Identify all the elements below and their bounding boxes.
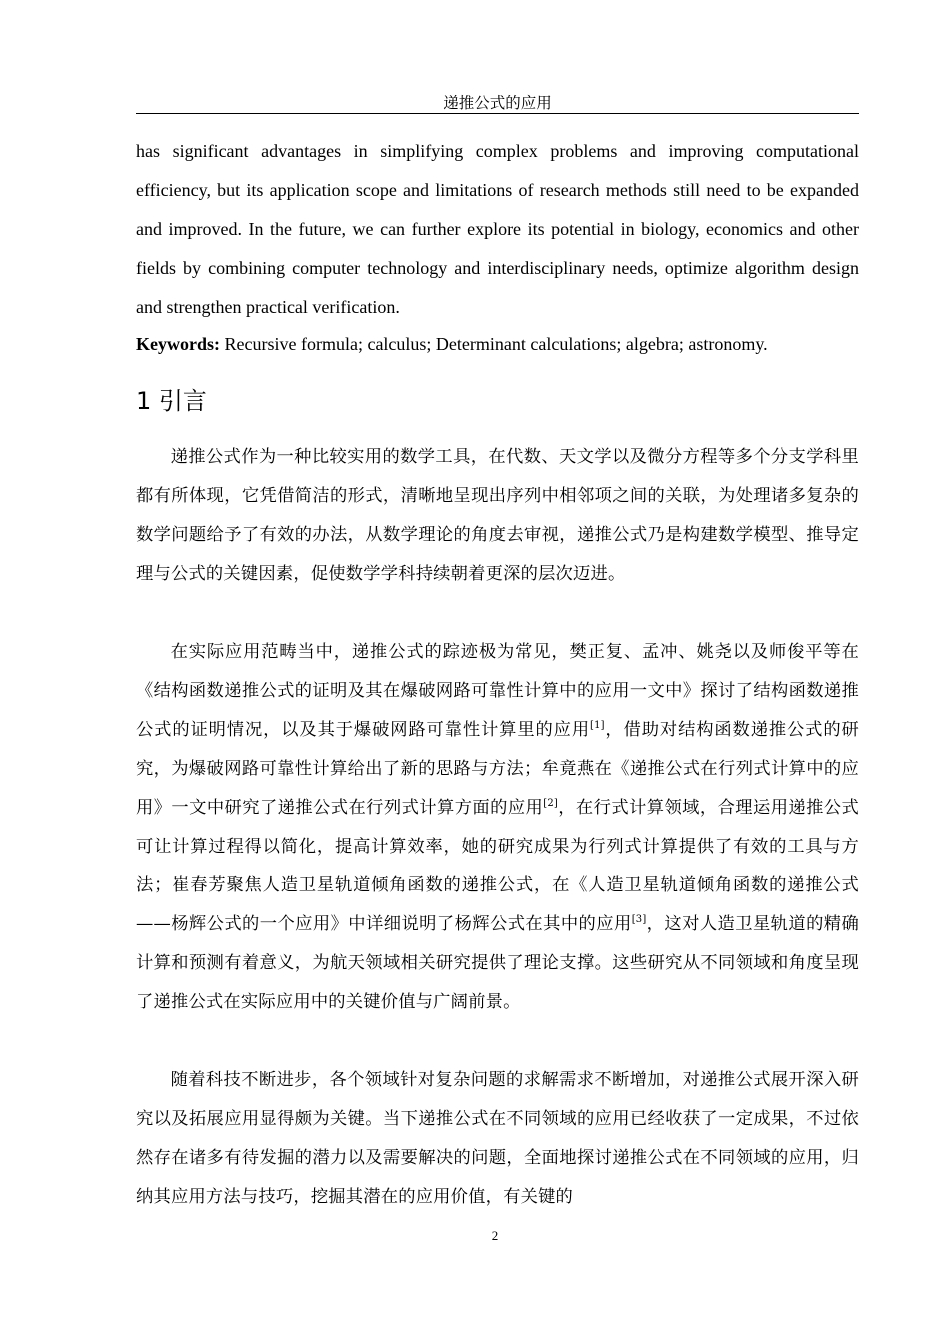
citation-2: [2]: [543, 797, 558, 809]
paragraph-2: [136, 633, 859, 1022]
paragraph-3: 随着科技不断进步，各个领域针对复杂问题的求解需求不断增加，对递推公式展开深入研究以及拓展应用显得颇为关键。当下递推公式在不同领域的应用已经收获了一定成果，不过依然存在诸多有待发掘的潜力以及需要解决的问题，全面地探讨递推公式在不同领域的应用，归纳其应用方法与技巧，挖掘其潜在的应用价值，有关键的: [136, 1070, 859, 1207]
paragraph-1: 递推公式作为一种比较实用的数学工具，在代数、天文学以及微分方程等多个分支学科里都有所体现，它凭借简洁的形式，清晰地呈现出序列中相邻项之间的关联，为处理诸多复杂的数学问题给予了有效的办法，从数学理论的角度去审视，递推公式乃是构建数学模型、推导定理与公式的关键因素，促使数学学科持续朝着更深的层次迈进。: [136, 447, 859, 584]
abstract-text: has significant advantages in simplifying complex problems and improving computational efficiency, but its application scope and limitations of research methods still need to be expanded and improved. In the future, we can further explore its potential in biology, economics and other fields by combining computer technology and interdisciplinary needs, optimize algorithm design and strengthen practical verification.: [136, 141, 859, 317]
citation-3: [3]: [631, 914, 647, 926]
section-heading: 1 引言: [136, 387, 207, 415]
paragraph-2-part-c: ，在行式计算领域，合理运用递推公式可让计算过程得以简化，提高计算效率，她的研究成果为行列式计算提供了有效的工具与方法；崔春芳聚焦人造卫星轨道倾角函数的递推公式，在《人造卫星轨道倾角函数的递推公式——杨辉公式的一个应用》中详细说明了杨辉公式在其中的应用: [136, 797, 859, 935]
header-rule: [136, 113, 859, 114]
paragraph-2-part-b: ，借助对结构函数递推公式的研究，为爆破网路可靠性计算给出了新的思路与方法；牟竟燕在《递推公式在行列式计算中的应用》一文中研究了递推公式在行列式计算方面的应用: [136, 719, 859, 818]
running-header: 递推公式的应用: [443, 94, 552, 112]
citation-1: [1]: [589, 719, 605, 731]
keywords-label: Keywords:: [136, 334, 220, 354]
keywords-list: Recursive formula; calculus; Determinant calculations; algebra; astronomy.: [224, 334, 768, 354]
keywords-line: [136, 332, 859, 356]
paragraph-2-part-a: 在实际应用范畴当中，递推公式的踪迹极为常见，樊正复、孟冲、姚尧以及师俊平等在《结构函数递推公式的证明及其在爆破网路可靠性计算中的应用一文中》探讨了结构函数递推公式的证明情况，以及其于爆破网路可靠性计算里的应用: [136, 642, 859, 740]
paragraph-2-part-d: ，这对人造卫星轨道的精确计算和预测有着意义，为航天领域相关研究提供了理论支撑。这些研究从不同领域和角度呈现了递推公式在实际应用中的关键价值与广阔前景。: [136, 914, 859, 1013]
page-number: 2: [491, 1228, 499, 1243]
